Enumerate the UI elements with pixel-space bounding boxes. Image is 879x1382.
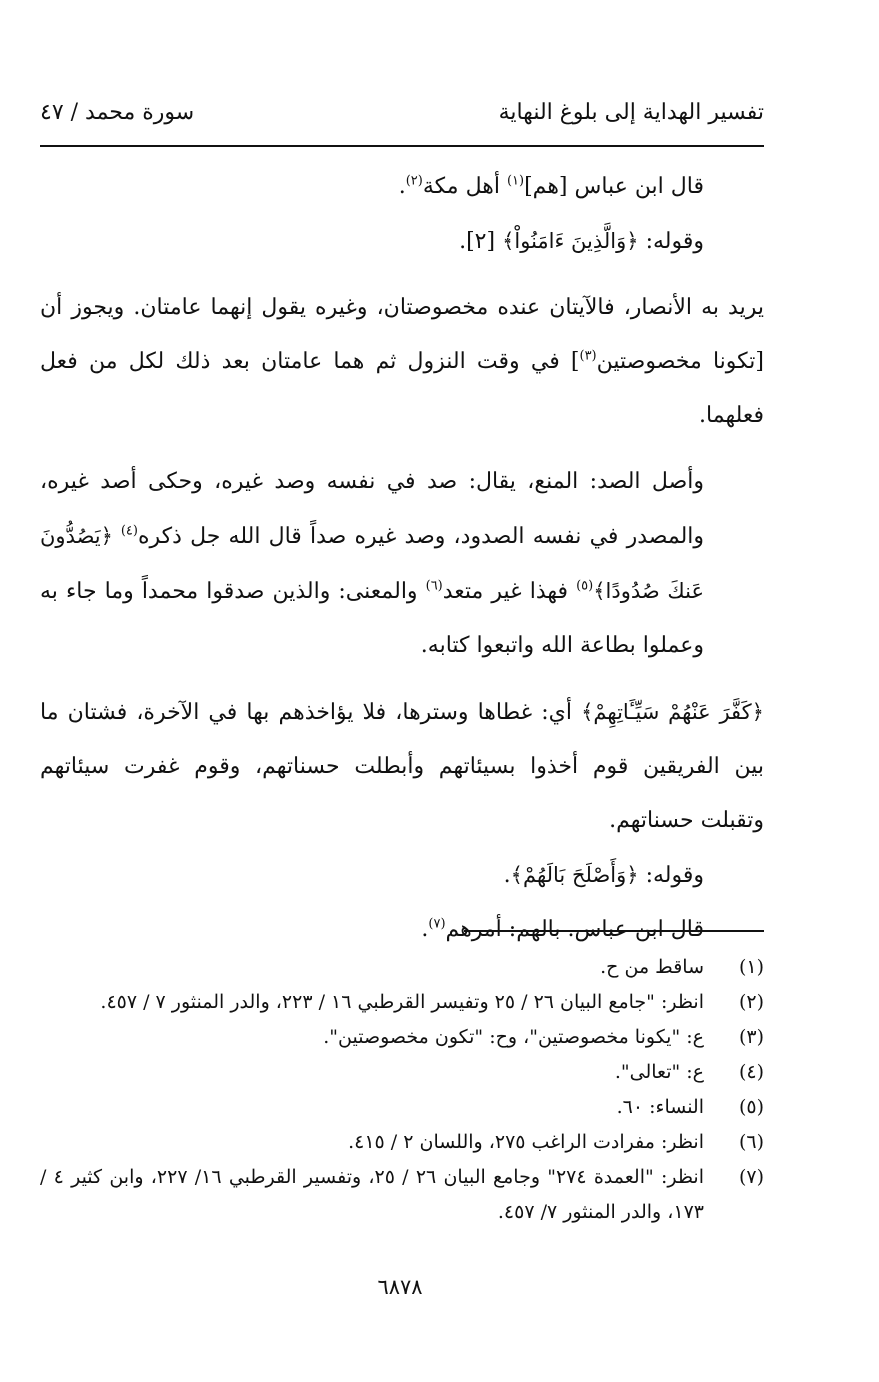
footnote-text: ساقط من ح.	[600, 956, 704, 978]
footnote-ref-3[interactable]: (٣)	[579, 348, 597, 364]
footnote-number: (٧)	[738, 1166, 764, 1188]
footnote-number: (٤)	[738, 1061, 764, 1083]
footnote-text: ع: "تعالى".	[614, 1061, 704, 1083]
footnotes	[40, 950, 764, 1230]
footnote-number: (١)	[738, 956, 764, 978]
footnote-ref-6[interactable]: (٦)	[425, 578, 443, 594]
footnote-text: انظر: "جامع البيان ٢٦ / ٢٥ وتفيسر القرطبي ١٦ / ٢٢٣، والدر المنثور ٧ / ٤٥٧.	[100, 991, 704, 1013]
footnote-ref-4[interactable]: (٤)	[120, 523, 138, 539]
footnote-text: انظر: "العمدة ٢٧٤" وجامع البيان ٢٦ / ٢٥، وتفسير القرطبي ١٦/ ٢٢٧، وابن كثير ٤ / ١٧٣، والدر المنثور ٧/ ٤٥٧.	[40, 1166, 704, 1223]
sura-reference: سورة محمد / ٤٧	[40, 100, 195, 125]
book-title: تفسير الهداية إلى بلوغ النهاية	[498, 100, 764, 125]
paragraph-7: قال ابن عباس. بالهم: أمرهم$^{(٧)}$.	[421, 916, 704, 942]
footnote-ref-2[interactable]: (٢)	[405, 173, 423, 189]
quran-quote: ﴿وَالَّذِينَ ءَامَنُواْ﴾	[502, 229, 639, 253]
footnote-item	[40, 1090, 764, 1125]
footnote-ref-7[interactable]: (٧)	[428, 916, 446, 932]
running-header	[40, 100, 764, 125]
quran-quote: ﴿وَأَصْلَحَ بَالَهُمْ﴾	[510, 863, 639, 887]
footnote-item	[40, 1160, 764, 1230]
footnote-number: (٦)	[738, 1131, 764, 1153]
footnote-ref-5[interactable]: (٥)	[576, 578, 594, 594]
footnote-number: (٥)	[738, 1096, 764, 1118]
footnote-item	[40, 1055, 764, 1090]
footnote-divider	[464, 930, 764, 932]
footnote-text: ع: "يكونا مخصوصتين"، وح: "تكون مخصوصتين".	[323, 1026, 704, 1048]
paragraph-1: قال ابن عباس [هم]$^{(١)}$ أهل مكة$^{(٢)}$.	[398, 173, 704, 199]
header-divider	[40, 145, 764, 147]
footnote-item	[40, 1125, 764, 1160]
paragraph-5: ﴿كَفَّرَ عَنْهُمْ سَيِّـَٔاتِهِمْ﴾ أي: غطاها وسترها، فلا يؤاخذهم بها في الآخرة، فشتان ما بين الفريقين قوم أخذوا بسيئاتهم وأبطلت حسناتهم، وقوم غفرت سيئاتهم وتقبلت حسناتهم.	[40, 700, 764, 833]
quran-quote: ﴿يَصُدُّونَ عَنكَ صُدُودًا﴾	[40, 524, 704, 603]
footnote-text: النساء: ٦٠.	[616, 1096, 704, 1118]
page-number: ٦٨٧٨	[377, 1275, 423, 1299]
paragraph-6: وقوله: ﴿وَأَصْلَحَ بَالَهُمْ﴾.	[503, 863, 704, 888]
footnote-text: انظر: مفرادت الراغب ٢٧٥، واللسان ٢ / ٤١٥.	[348, 1131, 704, 1153]
quran-quote: ﴿كَفَّرَ عَنْهُمْ سَيِّـَٔاتِهِمْ﴾	[581, 700, 764, 724]
paragraph-4: وأصل الصد: المنع، يقال: صد في نفسه وصد غيره، وحكى أصد غيره، والمصدر في نفسه الصدود، وصد غيره صداً قال الله جل ذكره$^{(٤)}$ ﴿يَصُدُّونَ عَنكَ صُدُودًا﴾$^{(٥)}$ فهذا غير متعد$^{(٦)}$ والمعنى: والذين صدقوا محمداً وما جاء به وعملوا بطاعة الله واتبعوا كتابه.	[40, 469, 705, 658]
main-text	[40, 160, 764, 957]
footnote-ref-1[interactable]: (١)	[506, 173, 525, 189]
footnote-item	[40, 950, 764, 985]
footnote-number: (٣)	[738, 1026, 764, 1048]
paragraph-3: يريد به الأنصار، فالآيتان عنده مخصوصتان، وغيره يقول إنهما عامتان. ويجوز أن [تكونا مخصوصتين$^{(٣)}$] في وقت النزول ثم هما عامتان بعد ذلك لكل من فعل فعلهما.	[40, 295, 764, 428]
paragraph-2: وقوله: ﴿وَالَّذِينَ ءَامَنُواْ﴾ [٢].	[459, 229, 704, 254]
footnote-item	[40, 1020, 764, 1055]
footnote-number: (٢)	[738, 991, 764, 1013]
footnote-item	[40, 985, 764, 1020]
